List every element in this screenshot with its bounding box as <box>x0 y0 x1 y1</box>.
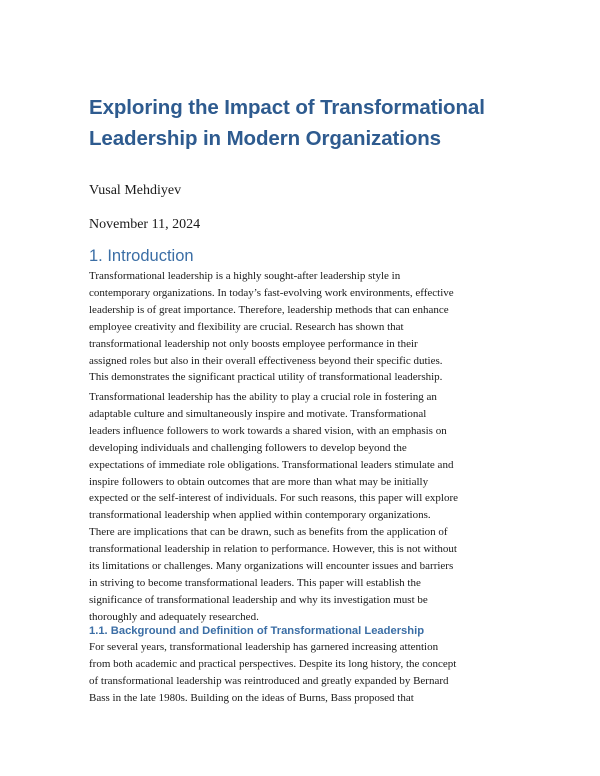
text-line: expectations of immediate role obligations. Transformational leaders stimulate and <box>89 458 454 471</box>
text-line: thoroughly and adequately researched. <box>89 610 259 623</box>
text-line: adaptable culture and simultaneously inspire and motivate. Transformational <box>89 407 427 420</box>
author-name: Vusal Mehdiyev <box>89 183 182 198</box>
text-line: This demonstrates the significant practical utility of transformational leadership. <box>89 371 443 384</box>
text-line: transformational leadership not only boosts employee performance in their <box>89 337 418 350</box>
title-line: Leadership in Modern Organizations <box>89 127 441 150</box>
text-line: expected or the self-interest of individuals. For such reasons, this paper will explore <box>89 492 459 505</box>
text-line: in striving to become transformational leaders. This paper will establish the <box>89 576 421 589</box>
text-line: transformational leadership when applied within contemporary organizations. <box>89 509 431 522</box>
text-line: contemporary organizations. In today’s fast-evolving work environments, effective <box>89 286 454 299</box>
text-line: leaders influence followers to work towards a shared vision, with an emphasis on <box>89 424 447 437</box>
document-title <box>89 92 529 154</box>
text-line: from both academic and practical perspectives. Despite its long history, the concept <box>89 657 457 670</box>
text-line: its limitations or challenges. Many organizations will encounter issues and barriers <box>89 560 454 573</box>
subsection-heading-background: 1.1. Background and Definition of Transformational Leadership <box>89 625 425 637</box>
text-line: inspire followers to obtain outcomes that are more than what may be initially <box>89 475 429 488</box>
text-line: transformational leadership in relation to performance. However, this is not without <box>89 543 457 556</box>
text-line: leadership is of great importance. Therefore, leadership methods that can enhance <box>89 303 449 316</box>
section-heading-introduction: 1. Introduction <box>89 247 194 265</box>
text-line: Transformational leadership is a highly sought-after leadership style in <box>89 270 401 282</box>
title-line: Exploring the Impact of Transformational <box>89 96 485 119</box>
text-line: Bass in the late 1980s. Building on the ideas of Burns, Bass proposed that <box>89 691 414 704</box>
text-line: of transformational leadership was reintroduced and greatly expanded by Bernard <box>89 674 449 687</box>
background-paragraph-1 <box>89 639 529 707</box>
publication-date: November 11, 2024 <box>89 217 201 232</box>
text-line: developing individuals and challenging followers to develop beyond the <box>89 441 407 454</box>
text-line: There are implications that can be drawn, such as benefits from the application of <box>89 526 448 539</box>
text-line: Transformational leadership has the ability to play a crucial role in fostering an <box>89 391 437 403</box>
text-line: significance of transformational leadership and why its investigation must be <box>89 593 428 606</box>
text-line: employee creativity and flexibility are crucial. Research has shown that <box>89 320 404 333</box>
intro-paragraph-2 <box>89 389 529 626</box>
text-line: assigned roles but also in their overall effectiveness beyond their specific duties. <box>89 354 443 367</box>
text-line: For several years, transformational leadership has garnered increasing attention <box>89 641 439 653</box>
intro-paragraph-1 <box>89 268 529 386</box>
